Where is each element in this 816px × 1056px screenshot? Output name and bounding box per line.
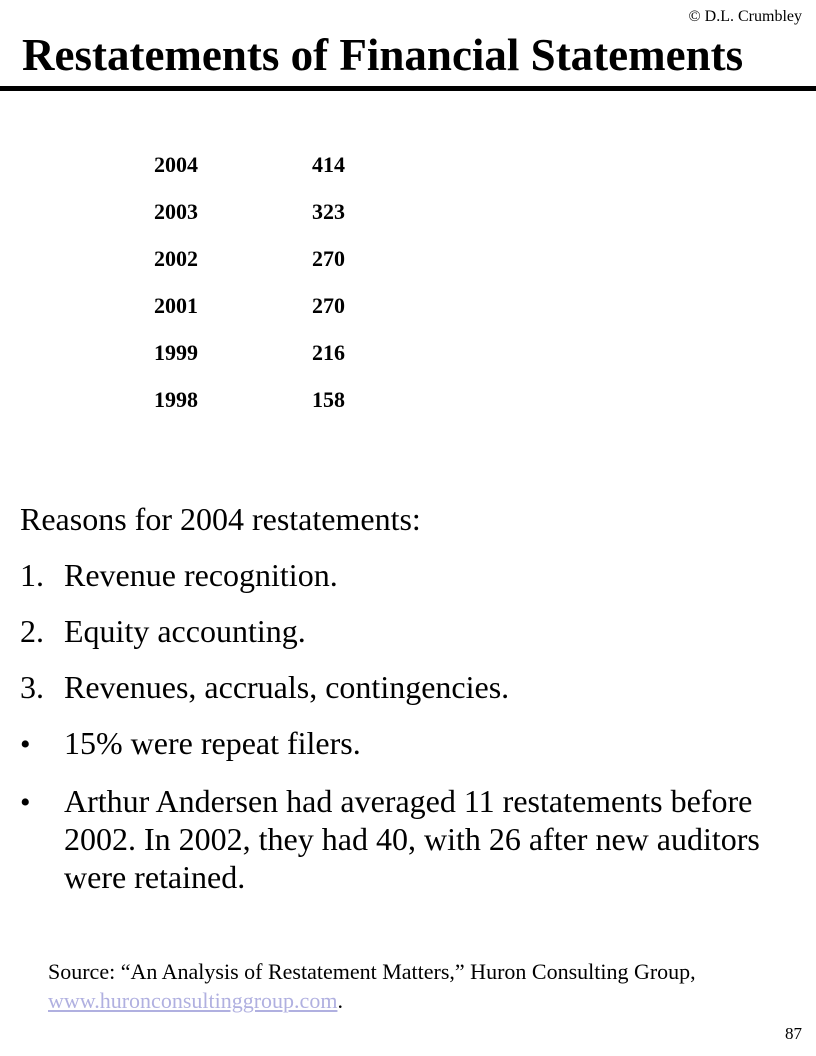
reasons-heading: Reasons for 2004 restatements: <box>20 501 421 537</box>
year-cell: 1999 <box>154 340 198 365</box>
table-row <box>154 195 345 242</box>
title-underline <box>0 86 816 91</box>
list-number: 2. <box>20 613 44 649</box>
count-cell: 270 <box>312 293 345 318</box>
reasons-section <box>20 500 800 914</box>
year-cell: 2003 <box>154 199 198 224</box>
list-item <box>20 724 800 764</box>
list-item-text: Revenue recognition. <box>64 557 338 593</box>
year-cell: 2004 <box>154 152 198 177</box>
count-cell: 158 <box>312 387 345 412</box>
source-citation <box>48 957 768 1015</box>
source-text: Source: “An Analysis of Restatement Matters,” Huron Consulting Group, <box>48 959 696 984</box>
source-suffix: . <box>337 988 343 1013</box>
bullet-icon: • <box>20 728 31 761</box>
count-cell: 414 <box>312 152 345 177</box>
year-cell: 2001 <box>154 293 198 318</box>
bullet-icon: • <box>20 786 31 819</box>
table-row <box>154 336 345 383</box>
table-row <box>154 148 345 195</box>
count-cell: 270 <box>312 246 345 271</box>
count-cell: 323 <box>312 199 345 224</box>
list-item <box>20 612 800 650</box>
table-row <box>154 289 345 336</box>
list-number: 3. <box>20 669 44 705</box>
copyright-notice: © D.L. Crumbley <box>688 8 802 25</box>
count-cell: 216 <box>312 340 345 365</box>
list-item-text: 15% were repeat filers. <box>64 725 361 761</box>
year-cell: 1998 <box>154 387 198 412</box>
list-item <box>20 556 800 594</box>
page-number: 87 <box>785 1024 802 1043</box>
list-item-text: Arthur Andersen had averaged 11 restatements before 2002. In 2002, they had 40, with 26 after new auditors were retained. <box>64 783 760 895</box>
restatements-table <box>154 148 345 430</box>
list-number: 1. <box>20 557 44 593</box>
source-link[interactable]: www.huronconsultinggroup.com <box>48 988 338 1013</box>
table-row <box>154 383 345 430</box>
list-item <box>20 782 800 896</box>
year-cell: 2002 <box>154 246 198 271</box>
page-title: Restatements of Financial Statements <box>22 30 744 80</box>
table-row <box>154 242 345 289</box>
list-item-text: Revenues, accruals, contingencies. <box>64 669 510 705</box>
list-item <box>20 668 800 706</box>
list-item-text: Equity accounting. <box>64 613 306 649</box>
